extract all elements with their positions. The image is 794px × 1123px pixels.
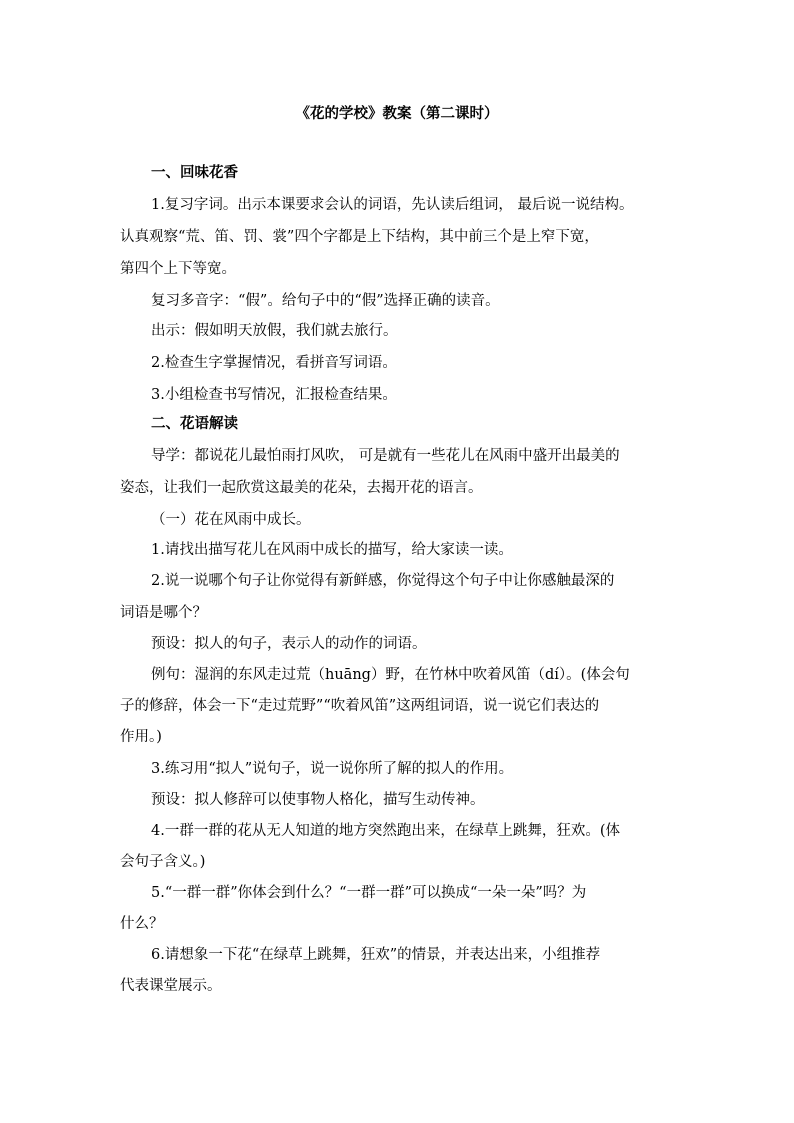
paragraph-line: 作用。): [120, 729, 162, 745]
paragraph-line: 复习多音字：“假”。给句子中的“假”选择正确的读音。: [151, 293, 500, 309]
paragraph-line: 姿态，让我们一起欣赏这最美的花朵，去揭开花的语言。: [120, 480, 483, 496]
paragraph-line: 3.小组检查书写情况，汇报检查结果。: [151, 387, 397, 403]
paragraph-line: 代表课堂展示。: [120, 978, 222, 994]
paragraph-line: 第四个上下等宽。: [120, 261, 236, 277]
document-title: 《花的学校》教案（第二课时）: [295, 106, 499, 122]
paragraph-line: 2.说一说哪个句子让你觉得有新鲜感，你觉得这个句子中让你感触最深的: [151, 573, 615, 589]
paragraph-line: 子的修辞，体会一下“走过荒野”“吹着风笛”这两组词语，说一说它们表达的: [120, 698, 600, 714]
paragraph-line: 什么？: [120, 916, 164, 932]
paragraph-line: 会句子含义。): [120, 854, 206, 870]
paragraph-line: 2.检查生字掌握情况，看拼音写词语。: [151, 355, 397, 371]
paragraph-line: 导学：都说花儿最怕雨打风吹， 可是就有一些花儿在风雨中盛开出最美的: [151, 448, 620, 464]
section-heading-1: 一、回味花香: [151, 165, 238, 181]
paragraph-line: 1.复习字词。出示本课要求会认的词语，先认读后组词， 最后说一说结构。: [151, 197, 634, 213]
paragraph-line: 预设：拟人的句子，表示人的动作的词语。: [151, 636, 427, 652]
paragraph-line: 3.练习用“拟人”说句子，说一说你所了解的拟人的作用。: [151, 761, 514, 777]
paragraph-line: 5.“一群一群”你体会到什么？“一群一群”可以换成“一朵一朵”吗？为: [151, 885, 587, 901]
paragraph-line: 出示：假如明天放假，我们就去旅行。: [151, 323, 398, 339]
paragraph-line: 词语是哪个？: [120, 605, 207, 621]
paragraph-line: 例句：湿润的东风走过荒（huāng）野，在竹林中吹着风笛（dí）。(体会句: [151, 667, 630, 683]
paragraph-line: 4.一群一群的花从无人知道的地方突然跑出来，在绿草上跳舞，狂欢。(体: [151, 823, 620, 839]
subsection-heading: （一）花在风雨中成长。: [151, 512, 311, 528]
paragraph-line: 6.请想象一下花“在绿草上跳舞，狂欢”的情景，并表达出来，小组推荐: [151, 947, 601, 963]
paragraph-line: 认真观察“荒、笛、罚、裳”四个字都是上下结构，其中前三个是上窄下宽，: [120, 229, 599, 245]
paragraph-line: 1.请找出描写花儿在风雨中成长的描写，给大家读一读。: [151, 542, 513, 558]
paragraph-line: 预设：拟人修辞可以使事物人格化，描写生动传神。: [151, 792, 485, 808]
section-heading-2: 二、花语解读: [151, 416, 238, 432]
